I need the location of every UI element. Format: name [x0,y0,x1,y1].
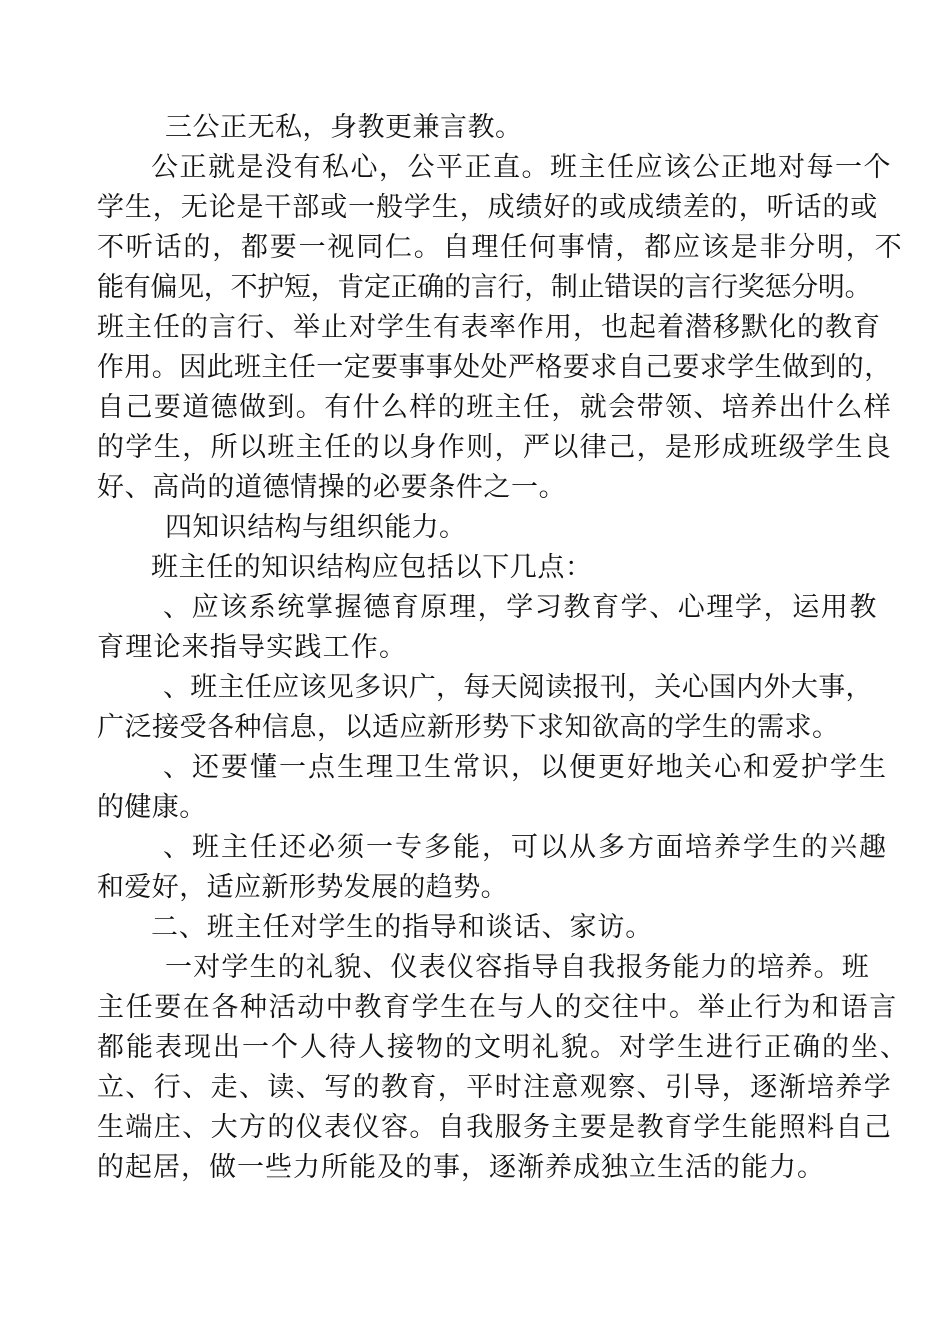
paragraph-line: 的起居，做一些力所能及的事，逐渐养成独立生活的能力。 [97,1152,825,1183]
paragraph-line: 自己要道德做到。有什么样的班主任，就会带领、培养出什么样 [97,392,893,423]
paragraph-line: 生端庄、大方的仪表仪容。自我服务主要是教育学生能照料自己 [97,1112,893,1143]
list-item-line: 育理论来指导实践工作。 [97,632,408,663]
list-item-line: 的健康。 [97,792,207,823]
paragraph-line: 立、行、走、读、写的教育，平时注意观察、引导，逐渐培养学 [97,1072,893,1103]
paragraph-line: 的学生，所以班主任的以身作则，严以律己，是形成班级学生良 [97,432,893,463]
list-item-line: 、应该系统掌握德育原理，学习教育学、心理学，运用教 [163,592,878,623]
paragraph-line: 能有偏见，不护短，肯定正确的言行，制止错误的言行奖惩分明。 [97,272,872,303]
list-item-line: 、班主任应该见多识广，每天阅读报刊，关心国内外大事， [163,672,873,703]
section-heading-line: 二、班主任对学生的指导和谈话、家访。 [151,912,654,943]
paragraph-line: 班主任的言行、举止对学生有表率作用，也起着潜移默化的教育 [97,312,881,343]
list-item-line: 、还要懂一点生理卫生常识，以便更好地关心和爱护学生 [163,752,888,783]
paragraph-line: 学生，无论是干部或一般学生，成绩好的或成绩差的，听话的或 [97,192,879,223]
paragraph-line: 都能表现出一个人待人接物的文明礼貌。对学生进行正确的坐、 [97,1032,909,1063]
paragraph-line: 主任要在各种活动中教育学生在与人的交往中。举止行为和语言 [97,992,898,1023]
list-item-line: 、班主任还必须一专多能，可以从多方面培养学生的兴趣 [163,832,888,863]
paragraph-line: 一对学生的礼貌、仪表仪容指导自我报务能力的培养。班 [165,952,870,983]
paragraph-line: 好、高尚的道德情操的必要条件之一。 [97,472,567,503]
paragraph-line: 不听话的，都要一视同仁。自理任何事情，都应该是非分明，不 [97,232,904,263]
paragraph-line: 作用。因此班主任一定要事事处处严格要求自己要求学生做到的， [97,352,892,383]
list-item-line: 和爱好，适应新形势发展的趋势。 [97,872,508,903]
paragraph-line: 公正就是没有私心，公平正直。班主任应该公正地对每一个 [151,152,892,183]
list-item-line: 广泛接受各种信息，以适应新形势下求知欲高的学生的需求。 [97,712,840,743]
paragraph-line: 班主任的知识结构应包括以下几点： [151,552,593,583]
paragraph-heading-line: 四知识结构与组织能力。 [165,512,467,543]
paragraph-heading-line: 三公正无私，身教更兼言教。 [165,112,523,143]
